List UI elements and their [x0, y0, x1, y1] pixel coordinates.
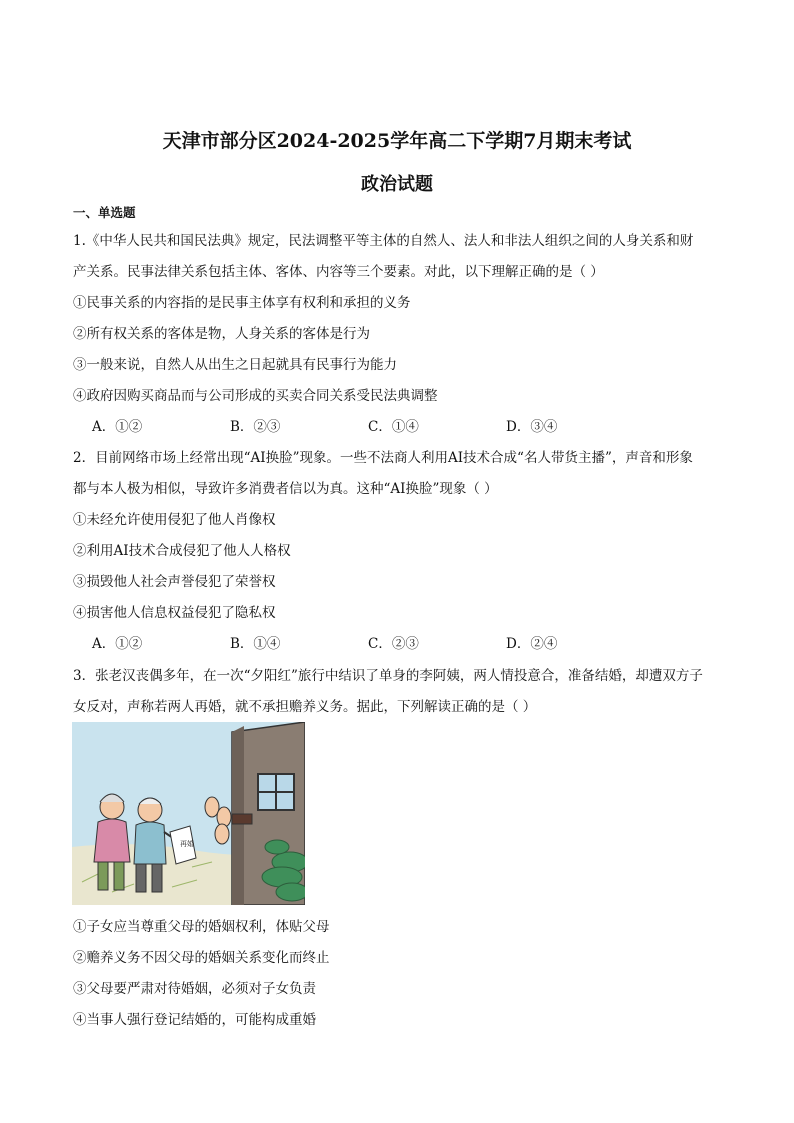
exam-subject: 政治试题 — [361, 174, 433, 195]
q2-choice-a[interactable]: A．①② — [92, 636, 143, 652]
section-heading: 一、单选题 — [73, 205, 136, 220]
q1-option-1: ①民事关系的内容指的是民事主体享有权利和承担的义务 — [73, 295, 411, 311]
q1-answer-choices — [92, 415, 644, 435]
q1-stem-line1: 1.《中华人民共和国民法典》规定，民法调整平等主体的自然人、法人和非法人组织之间的人身关系和财 — [73, 233, 694, 249]
q1-option-2: ②所有权关系的客体是物，人身关系的客体是行为 — [73, 326, 370, 342]
q3-option-3: ③父母要严肃对待婚姻，必须对子女负责 — [73, 981, 316, 997]
q1-option-3: ③一般来说，自然人从出生之日起就具有民事行为能力 — [73, 357, 397, 373]
q3-cartoon-illustration — [72, 722, 305, 905]
q2-option-3: ③损毁他人社会声誉侵犯了荣誉权 — [73, 574, 276, 590]
exam-title: 天津市部分区2024-2025学年高二下学期7月期末考试 — [162, 130, 632, 152]
q2-option-2: ②利用AI技术合成侵犯了他人人格权 — [73, 543, 291, 559]
q3-option-4: ④当事人强行登记结婚的，可能构成重婚 — [73, 1012, 316, 1028]
q1-option-4: ④政府因购买商品而与公司形成的买卖合同关系受民法典调整 — [73, 388, 438, 404]
q2-answer-choices — [92, 632, 644, 652]
q1-choice-b[interactable]: B．②③ — [230, 419, 281, 435]
q3-option-1: ①子女应当尊重父母的婚姻权利，体贴父母 — [73, 919, 330, 935]
q2-choice-d[interactable]: D．②④ — [506, 636, 558, 652]
q3-option-2: ②赡养义务不因父母的婚姻关系变化而终止 — [73, 950, 330, 966]
q2-choice-b[interactable]: B．①④ — [230, 636, 281, 652]
q1-stem-line2: 产关系。民事法律关系包括主体、客体、内容等三个要素。对此，以下理解正确的是（ ） — [73, 264, 604, 280]
q2-option-1: ①未经允许使用侵犯了他人肖像权 — [73, 512, 276, 528]
q3-stem-line1: 3．张老汉丧偶多年，在一次“夕阳红”旅行中结识了单身的李阿姨，两人情投意合，准备结婚，却遭双方子 — [73, 668, 703, 684]
q2-option-4: ④损害他人信息权益侵犯了隐私权 — [73, 605, 276, 621]
q2-stem-line2: 都与本人极为相似，导致许多消费者信以为真。这种“AI换脸”现象（ ） — [73, 481, 498, 497]
q1-choice-d[interactable]: D．③④ — [506, 419, 558, 435]
q2-choice-c[interactable]: C．②③ — [368, 636, 419, 652]
q3-cartoon-sign-text: 再婚 — [180, 840, 194, 848]
q1-choice-a[interactable]: A．①② — [92, 419, 143, 435]
q3-stem-line2: 女反对，声称若两人再婚，就不承担赡养义务。据此，下列解读正确的是（ ） — [73, 699, 537, 715]
q2-stem-line1: 2．目前网络市场上经常出现“AI换脸”现象。一些不法商人利用AI技术合成“名人带货主播”，声音和形象 — [73, 450, 693, 466]
q1-choice-c[interactable]: C．①④ — [368, 419, 419, 435]
